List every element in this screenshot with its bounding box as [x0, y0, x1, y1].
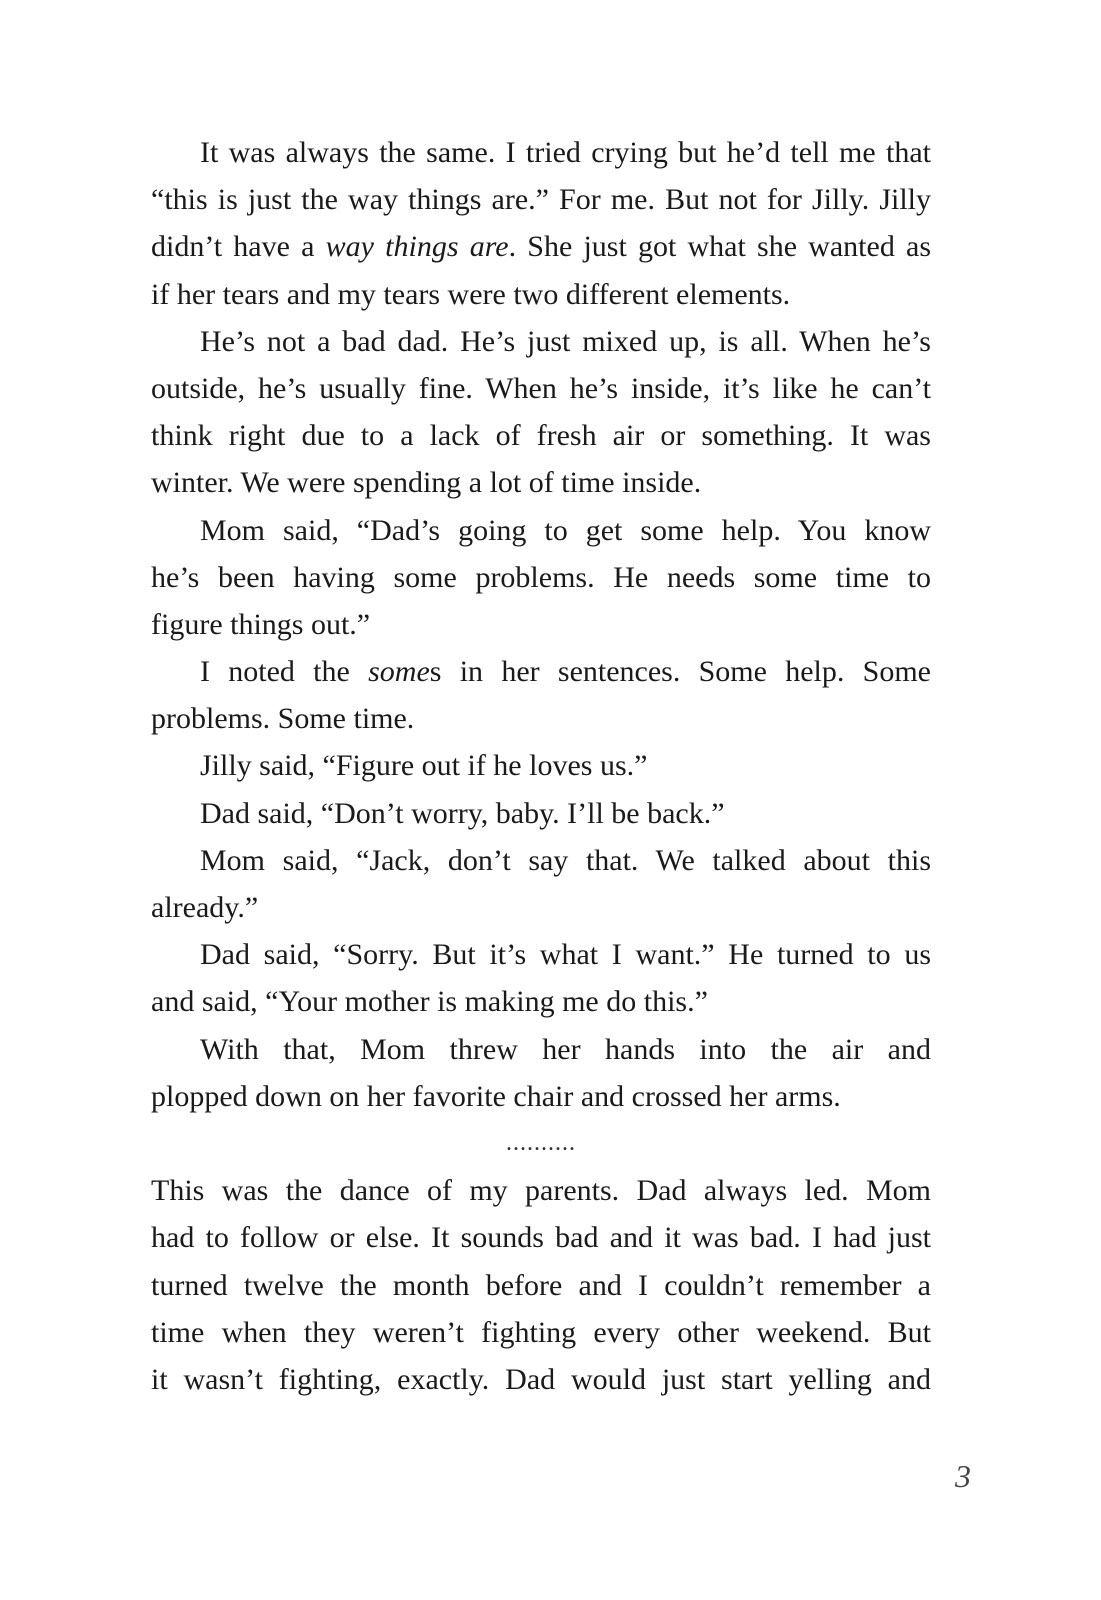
text-line: already.” — [151, 891, 259, 924]
text-line: problems. Some time. — [151, 702, 415, 736]
text-line: Dad said, “Don’t worry, baby. I’ll be back.” — [200, 796, 725, 830]
paragraph — [151, 1026, 931, 1120]
text-line: Mom said, “Dad’s going to get some help. You know — [200, 513, 931, 547]
italic-phrase: way things are — [325, 230, 509, 264]
text-line: Dad said, “Sorry. But it’s what I want.” He turned to us — [200, 938, 931, 972]
text-line: and said, “Your mother is making me do this.” — [151, 985, 708, 1019]
text-line: time when they weren’t fighting every other weekend. But — [151, 1315, 931, 1349]
paragraph — [151, 648, 931, 742]
paragraph — [151, 129, 931, 318]
paragraph — [151, 790, 931, 837]
section-break-row — [151, 1120, 931, 1167]
text-line: winter. We were spending a lot of time inside. — [151, 466, 702, 500]
text-line: plopped down on her favorite chair and crossed her arms. — [151, 1079, 841, 1113]
section-break-dots: .......... — [506, 1129, 576, 1156]
text-line: had to follow or else. It sounds bad and it was bad. I had just — [151, 1221, 931, 1255]
text-line: Mom said, “Jack, don’t say that. We talked about this — [200, 843, 931, 877]
text-line: With that, Mom threw her hands into the air and — [200, 1032, 931, 1066]
text-line: It was always the same. I tried crying but he’d tell me that — [200, 136, 931, 169]
text-line: if her tears and my tears were two different elements. — [151, 277, 791, 311]
text-line: outside, he’s usually fine. When he’s inside, it’s like he can’t — [151, 371, 931, 405]
body-text — [151, 129, 931, 1403]
text-line: it wasn’t fighting, exactly. Dad would just start yelling and — [151, 1362, 931, 1396]
paragraph — [151, 1167, 931, 1403]
text-line: didn’t have a way things are. She just got what she wanted as — [151, 230, 932, 264]
text-line: think right due to a lack of fresh air or something. It was — [151, 419, 931, 453]
paragraph — [151, 837, 931, 931]
text-line: I noted the somes in her sentences. Some help. Some — [200, 655, 931, 689]
text-line: turned twelve the month before and I couldn’t remember a — [151, 1268, 931, 1302]
paragraph — [151, 931, 931, 1025]
page-number: 3 — [955, 1458, 971, 1494]
text-line: He’s not a bad dad. He’s just mixed up, is all. When he’s — [200, 324, 931, 358]
text-line: he’s been having some problems. He needs some time to — [151, 560, 931, 594]
paragraph — [151, 507, 931, 649]
text-line: figure things out.” — [151, 607, 371, 641]
text-line: Jilly said, “Figure out if he loves us.” — [200, 749, 648, 783]
paragraph — [151, 318, 931, 507]
italic-word: some — [368, 655, 430, 689]
text-line: This was the dance of my parents. Dad always led. Mom — [151, 1174, 931, 1208]
paragraph — [151, 742, 931, 789]
text-line: “this is just the way things are.” For me. But not for Jilly. Jilly — [151, 183, 931, 217]
